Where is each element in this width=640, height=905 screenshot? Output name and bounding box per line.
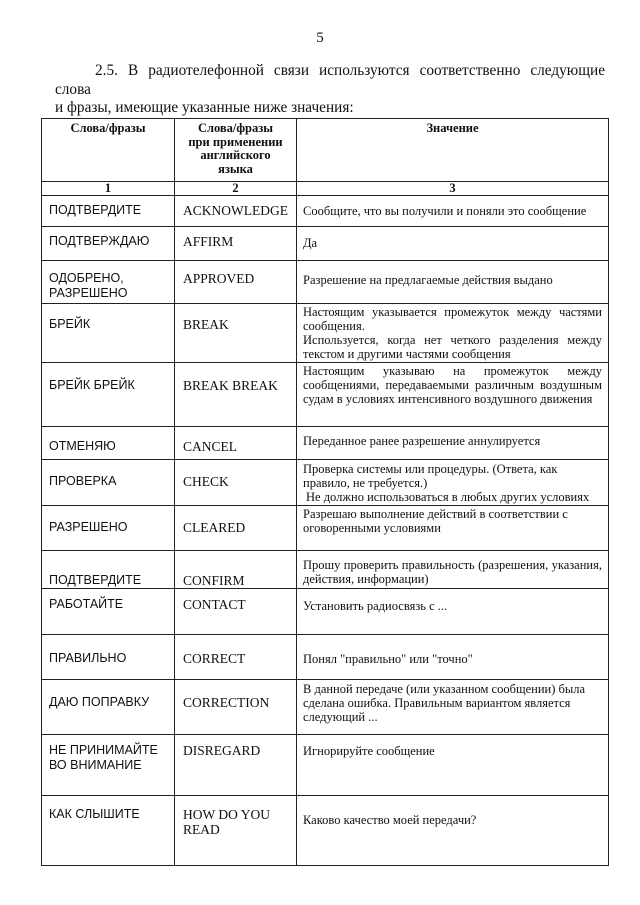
english-cell: CLEARED <box>175 506 297 551</box>
table-row <box>42 506 609 551</box>
meaning-cell <box>297 635 609 680</box>
intro-paragraph <box>55 62 605 118</box>
meaning-text: Настоящим указываю на промежуток между сообщениями, передаваемыми различным воздушным судам в условиях интенсивного воздушного движения <box>303 364 602 406</box>
table-row <box>42 635 609 680</box>
word-cell: РАБОТАЙТЕ <box>42 589 175 635</box>
english-cell: CANCEL <box>175 427 297 460</box>
english-cell: ACKNOWLEDGE <box>175 196 297 227</box>
header-words: Слова/фразы <box>42 119 175 182</box>
table-row <box>42 261 609 304</box>
meaning-text: Проверка системы или процедуры. (Ответа, как правило, не требуется.) <box>303 462 558 490</box>
page-number: 5 <box>316 30 324 46</box>
word-cell: ПОДТВЕРДИТЕ <box>42 551 175 589</box>
meaning-text: Да <box>303 236 318 250</box>
meaning-text: Разрешаю выполнение действий в соответствии с оговоренными условиями <box>303 507 568 535</box>
table-row <box>42 196 609 227</box>
meaning-text: Понял "правильно" или "точно" <box>303 652 473 666</box>
meaning-text: Каково качество моей передачи? <box>303 813 477 827</box>
meaning-cell <box>297 427 609 460</box>
meaning-cell <box>297 363 609 427</box>
english-cell: APPROVED <box>175 261 297 304</box>
meaning-text: В данной передаче (или указанном сообщении) была сделана ошибка. Правильным вариантом является следующий ... <box>303 682 586 724</box>
meaning-cell <box>297 261 609 304</box>
table-row <box>42 796 609 866</box>
meaning-cell <box>297 589 609 635</box>
meaning-text: Используется, когда нет четкого разделения между текстом и другими частями сообщения <box>303 333 602 361</box>
intro-line-2: и фразы, имеющие указанные ниже значения: <box>55 99 354 116</box>
english-cell: CHECK <box>175 460 297 506</box>
meaning-cell <box>297 506 609 551</box>
english-cell: BREAK BREAK <box>175 363 297 427</box>
english-cell: AFFIRM <box>175 227 297 261</box>
meaning-cell <box>297 735 609 796</box>
meaning-text: Переданное ранее разрешение аннулируется <box>303 434 541 448</box>
meaning-text: Игнорируйте сообщение <box>303 744 435 758</box>
table-row <box>42 680 609 735</box>
meaning-cell <box>297 227 609 261</box>
word-cell: ОДОБРЕНО, РАЗРЕШЕНО <box>42 261 175 304</box>
english-cell: HOW DO YOU READ <box>175 796 297 866</box>
meaning-text: Не должно использоваться в любых других условиях <box>306 490 590 504</box>
english-cell: CONFIRM <box>175 551 297 589</box>
english-cell: BREAK <box>175 304 297 363</box>
header-english: Слова/фразы при применении английского языка <box>175 119 297 182</box>
meaning-cell <box>297 551 609 589</box>
word-cell: ДАЮ ПОПРАВКУ <box>42 680 175 735</box>
column-number: 1 <box>42 182 175 196</box>
word-cell: ПОДТВЕРДИТЕ <box>42 196 175 227</box>
meaning-text: Разрешение на предлагаемые действия выдано <box>303 273 553 287</box>
meaning-cell <box>297 796 609 866</box>
meaning-text: Прошу проверить правильность (разрешения, указания, действия, информации) <box>303 558 602 586</box>
english-cell: CORRECT <box>175 635 297 680</box>
meaning-text: Сообщите, что вы получили и поняли это сообщение <box>303 204 587 218</box>
english-cell: DISREGARD <box>175 735 297 796</box>
table-row <box>42 304 609 363</box>
column-number: 3 <box>297 182 609 196</box>
column-number-row <box>42 182 609 196</box>
word-cell: ОТМЕНЯЮ <box>42 427 175 460</box>
word-cell: НЕ ПРИНИМАЙТЕ ВО ВНИМАНИЕ <box>42 735 175 796</box>
header-meaning: Значение <box>297 119 609 182</box>
word-cell: ПОДТВЕРЖДАЮ <box>42 227 175 261</box>
column-number: 2 <box>175 182 297 196</box>
intro-line-1: 2.5. В радиотелефонной связи используются соответственно следующие слова <box>55 62 605 98</box>
table-row <box>42 427 609 460</box>
table-row <box>42 460 609 506</box>
word-cell: РАЗРЕШЕНО <box>42 506 175 551</box>
meaning-cell <box>297 196 609 227</box>
word-cell: ПРОВЕРКА <box>42 460 175 506</box>
table-row <box>42 363 609 427</box>
table-row <box>42 735 609 796</box>
phraseology-table <box>41 118 609 866</box>
meaning-cell <box>297 460 609 506</box>
word-cell: ПРАВИЛЬНО <box>42 635 175 680</box>
english-cell: CONTACT <box>175 589 297 635</box>
meaning-cell <box>297 304 609 363</box>
word-cell: КАК СЛЫШИТЕ <box>42 796 175 866</box>
table-header-row <box>42 119 609 182</box>
word-cell: БРЕЙК БРЕЙК <box>42 363 175 427</box>
word-cell: БРЕЙК <box>42 304 175 363</box>
table-row <box>42 551 609 589</box>
table-row <box>42 227 609 261</box>
meaning-text: Установить радиосвязь с ... <box>303 599 448 613</box>
meaning-cell <box>297 680 609 735</box>
meaning-text: Настоящим указывается промежуток между частями сообщения. <box>303 305 602 333</box>
english-cell: CORRECTION <box>175 680 297 735</box>
table-row <box>42 589 609 635</box>
